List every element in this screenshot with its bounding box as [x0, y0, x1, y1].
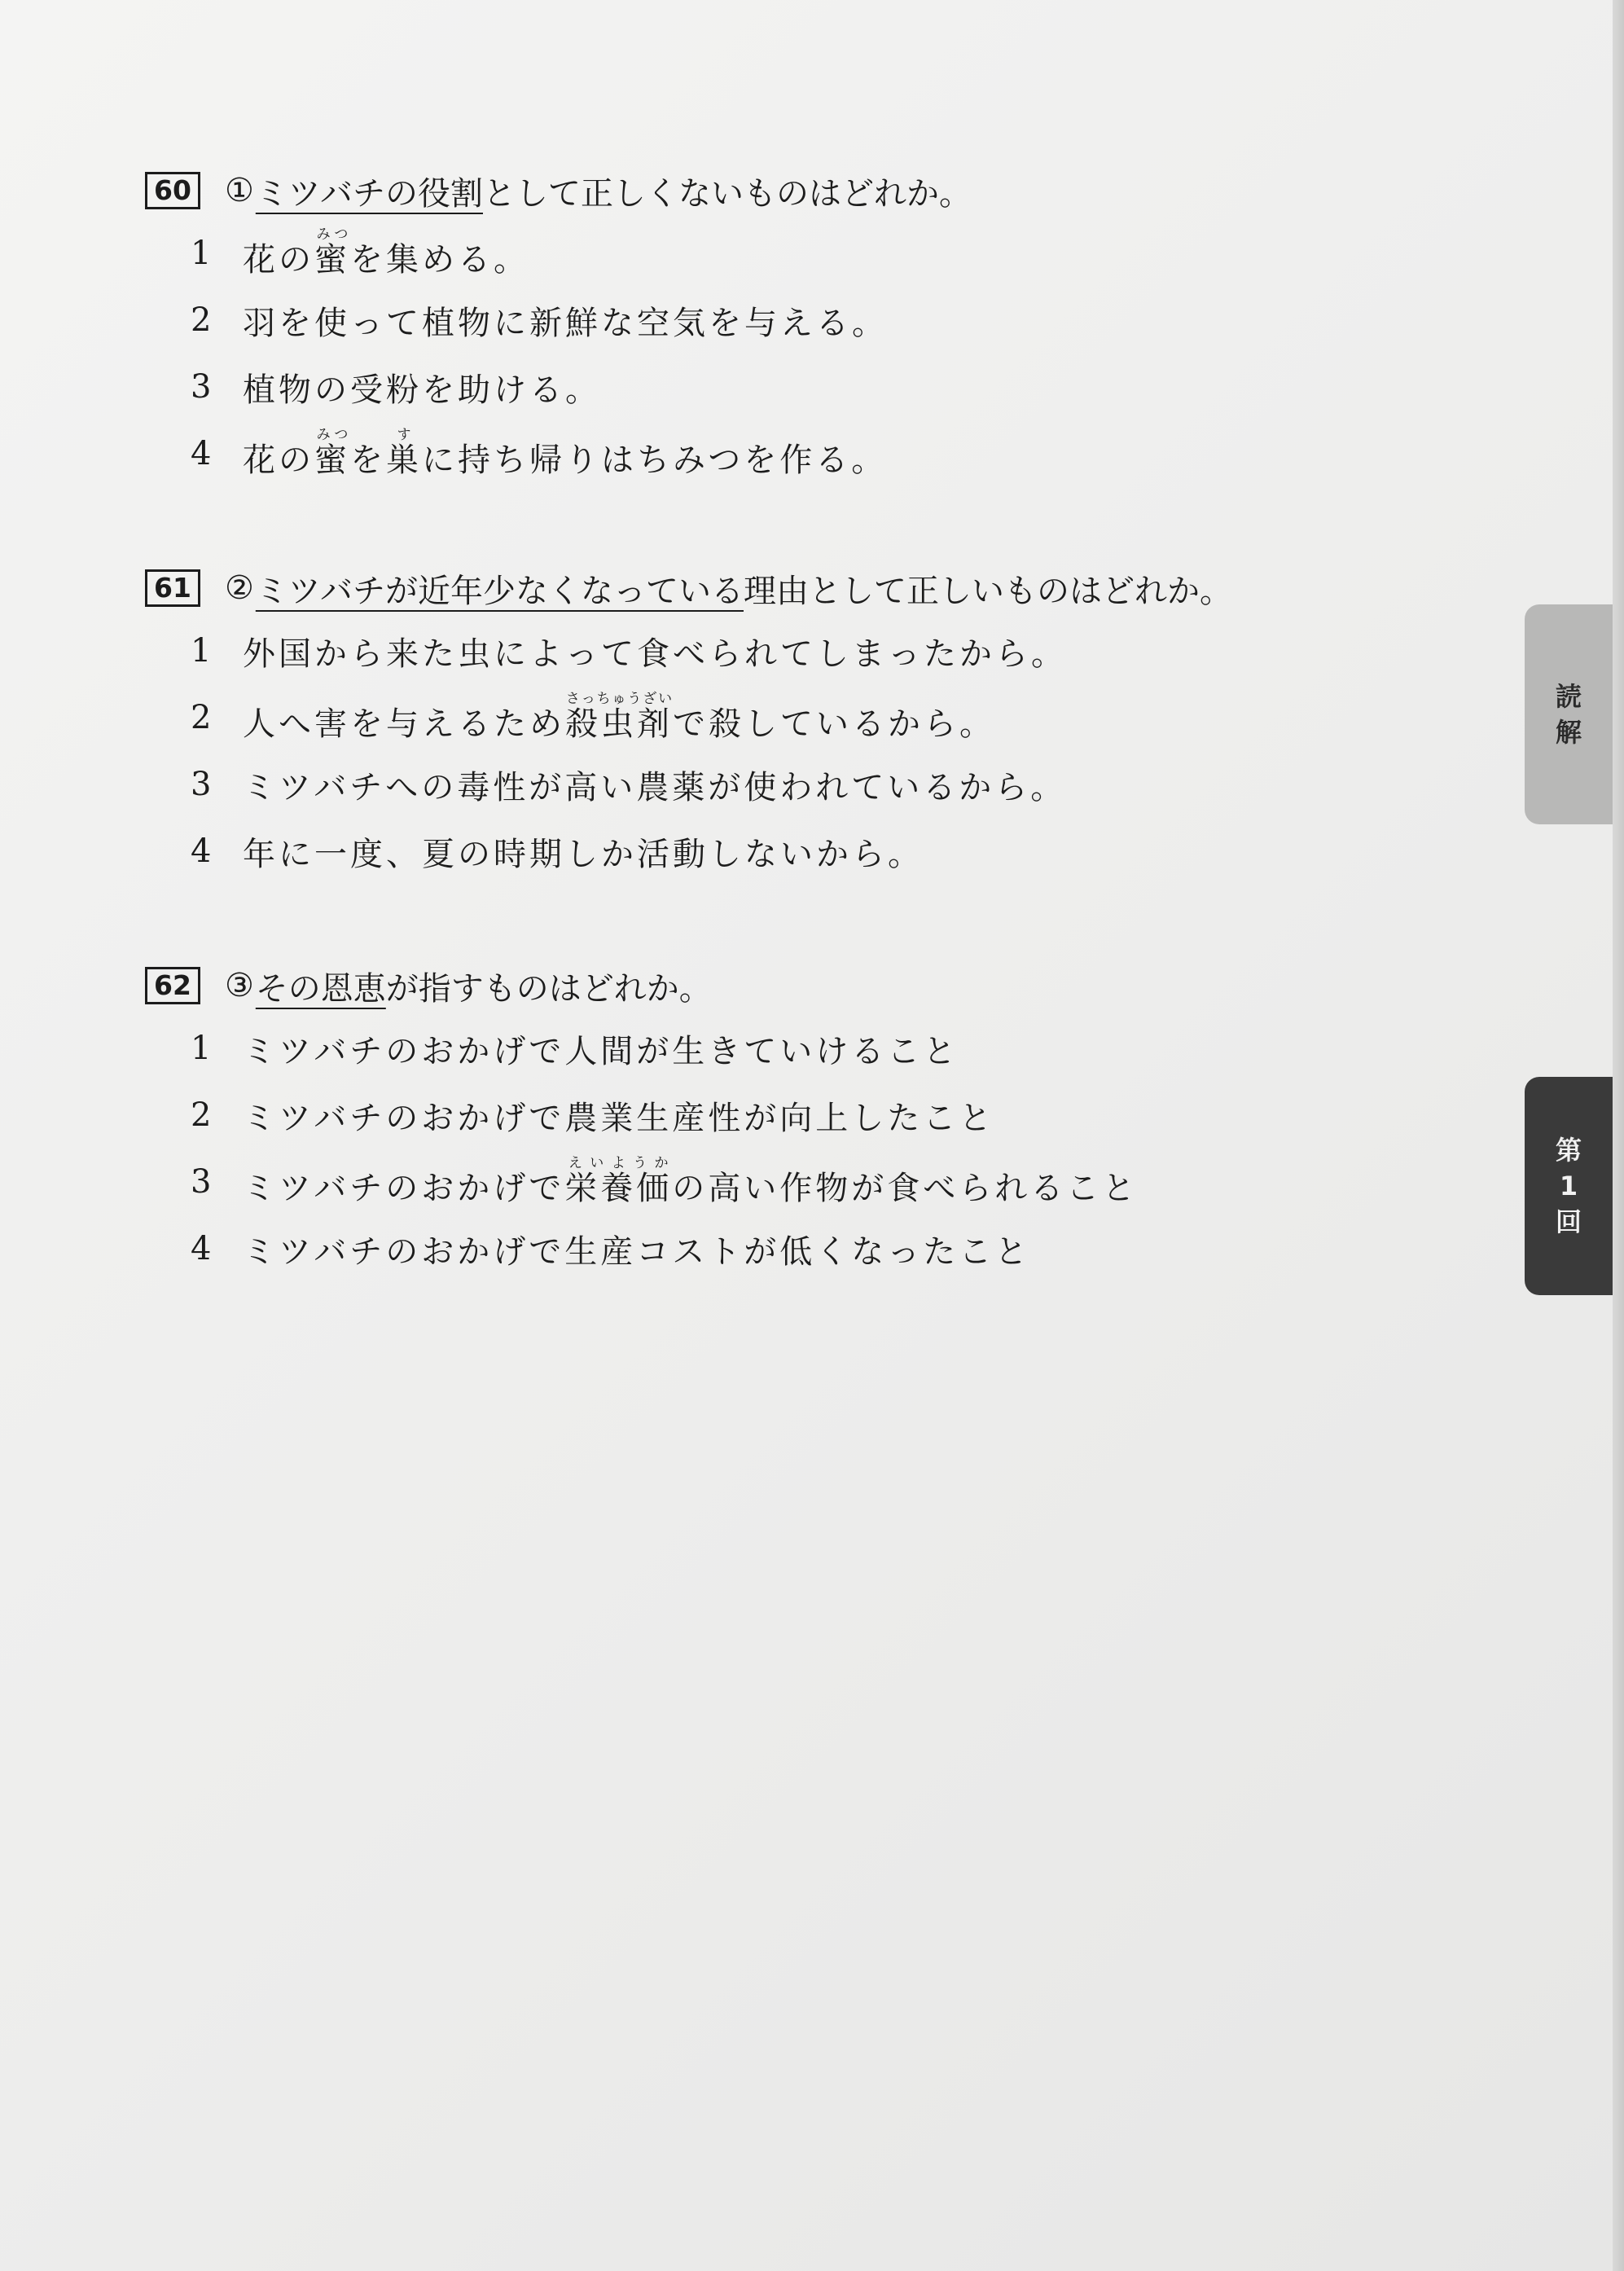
tab-char: 1: [1559, 1171, 1578, 1201]
choice-text: [243, 762, 1066, 808]
choice-number: 1: [191, 1030, 212, 1067]
choice-text-segment: に持ち帰りはちみつを作る。: [422, 441, 888, 479]
choice-number: 4: [191, 435, 212, 472]
answer-choice[interactable]: [145, 1082, 1464, 1149]
choice-number: 3: [191, 766, 212, 803]
underlined-phrase: ミツバチの役割: [255, 174, 483, 213]
kanji-base: 巣: [386, 441, 422, 479]
furigana-reading: みつ: [314, 226, 350, 243]
choice-text-segment: 花の: [243, 441, 314, 479]
furigana-reading: みつ: [314, 427, 350, 443]
choice-number: 4: [191, 832, 212, 870]
answer-choice[interactable]: [145, 1015, 1464, 1082]
question-number: 61: [145, 569, 200, 607]
choice-list: [145, 617, 1464, 885]
choice-text-segment: ミツバチのおかげで農業生産性が向上したこと: [243, 1099, 995, 1137]
furigana-word: [314, 226, 350, 279]
choice-list: [145, 220, 1464, 487]
choice-text-segment: 花の: [243, 241, 314, 279]
question-stem: [145, 956, 1464, 1015]
choice-number: 3: [191, 1163, 212, 1201]
choice-text-segment: 人へ害を与えるため: [243, 705, 565, 743]
choice-text-segment: 羽を使って植物に新鮮な空気を与える。: [243, 304, 888, 342]
choice-number: 4: [191, 1230, 212, 1267]
choice-text-segment: ミツバチのおかげで: [243, 1170, 565, 1207]
choice-text-segment: 植物の受粉を助ける。: [243, 371, 601, 409]
reference-marker: ①: [224, 172, 254, 209]
question-text: 理由として正しいものはどれか。: [744, 572, 1232, 610]
choice-list: [145, 1015, 1464, 1282]
answer-choice[interactable]: [145, 354, 1464, 420]
choice-text: [243, 828, 924, 875]
kanji-base: 栄養価: [564, 1170, 673, 1207]
kanji-base: 蜜: [314, 441, 350, 479]
choice-number: 3: [191, 368, 212, 406]
question-stem: [145, 559, 1464, 617]
choice-text: [243, 1155, 1138, 1209]
choice-number: 1: [191, 235, 212, 272]
furigana-reading: えいようか: [564, 1155, 673, 1171]
kanji-base: 殺虫剤: [565, 705, 673, 743]
answer-choice[interactable]: [145, 287, 1464, 354]
answer-choice[interactable]: [145, 220, 1464, 287]
answer-choice[interactable]: [145, 617, 1464, 684]
page-edge: [1613, 0, 1624, 2271]
section-tab-reading[interactable]: [1525, 604, 1613, 824]
tab-char: 第: [1555, 1135, 1582, 1166]
answer-choice[interactable]: [145, 420, 1464, 487]
tab-char: 回: [1555, 1206, 1582, 1237]
underlined-phrase: ミツバチが近年少なくなっている: [255, 572, 744, 610]
choice-text-segment: で殺しているから。: [673, 705, 995, 743]
choice-text-segment: を: [350, 441, 386, 479]
kanji-base: 蜜: [314, 241, 350, 279]
furigana-word: [314, 427, 350, 479]
furigana-reading: す: [386, 427, 422, 443]
answer-choice[interactable]: [145, 1149, 1464, 1215]
tab-char: 読: [1555, 681, 1582, 712]
question-60: [145, 161, 1464, 487]
choice-text: [243, 297, 888, 344]
choice-text: [243, 1092, 994, 1139]
furigana-word: [386, 427, 422, 479]
choice-text-segment: を集める。: [350, 241, 529, 279]
choice-text: [243, 1026, 959, 1072]
choice-text-segment: ミツバチへの毒性が高い農薬が使われているから。: [243, 768, 1067, 806]
choice-number: 1: [191, 632, 212, 670]
answer-choice[interactable]: [145, 818, 1464, 885]
reference-marker: ②: [224, 569, 254, 607]
choice-number: 2: [191, 1096, 212, 1134]
tab-char: 解: [1555, 717, 1582, 748]
choice-number: 2: [191, 301, 212, 339]
question-text: が指すものはどれか。: [385, 969, 712, 1008]
section-tab-round[interactable]: [1525, 1077, 1613, 1295]
choice-text-segment: の高い作物が食べられること: [672, 1170, 1139, 1207]
underlined-phrase: その恩恵: [255, 969, 386, 1008]
answer-choice[interactable]: [145, 1215, 1464, 1282]
choice-text: [243, 628, 1067, 674]
choice-text-segment: 年に一度、夏の時期しか活動しないから。: [243, 835, 924, 873]
choice-text-segment: ミツバチのおかげで人間が生きていけること: [243, 1032, 959, 1070]
furigana-reading: さっちゅうざい: [565, 691, 673, 707]
furigana-word: [565, 691, 673, 743]
furigana-word: [564, 1155, 673, 1207]
question-61: [145, 559, 1464, 885]
question-stem: [145, 161, 1464, 220]
question-62: [145, 956, 1464, 1282]
choice-number: 2: [191, 699, 212, 736]
choice-text: [243, 1226, 1030, 1272]
choice-text: [243, 427, 887, 481]
choice-text: [243, 364, 601, 411]
choice-text: [243, 691, 995, 745]
answer-choice[interactable]: [145, 684, 1464, 751]
choice-text: [243, 226, 529, 280]
answer-choice[interactable]: [145, 751, 1464, 818]
question-number: 60: [145, 172, 200, 209]
reference-marker: ③: [224, 967, 254, 1004]
choice-text-segment: ミツバチのおかげで生産コストが低くなったこと: [243, 1232, 1031, 1271]
question-number: 62: [145, 967, 200, 1004]
choice-text-segment: 外国から来た虫によって食べられてしまったから。: [243, 635, 1067, 673]
question-text: として正しくないものはどれか。: [483, 174, 972, 213]
